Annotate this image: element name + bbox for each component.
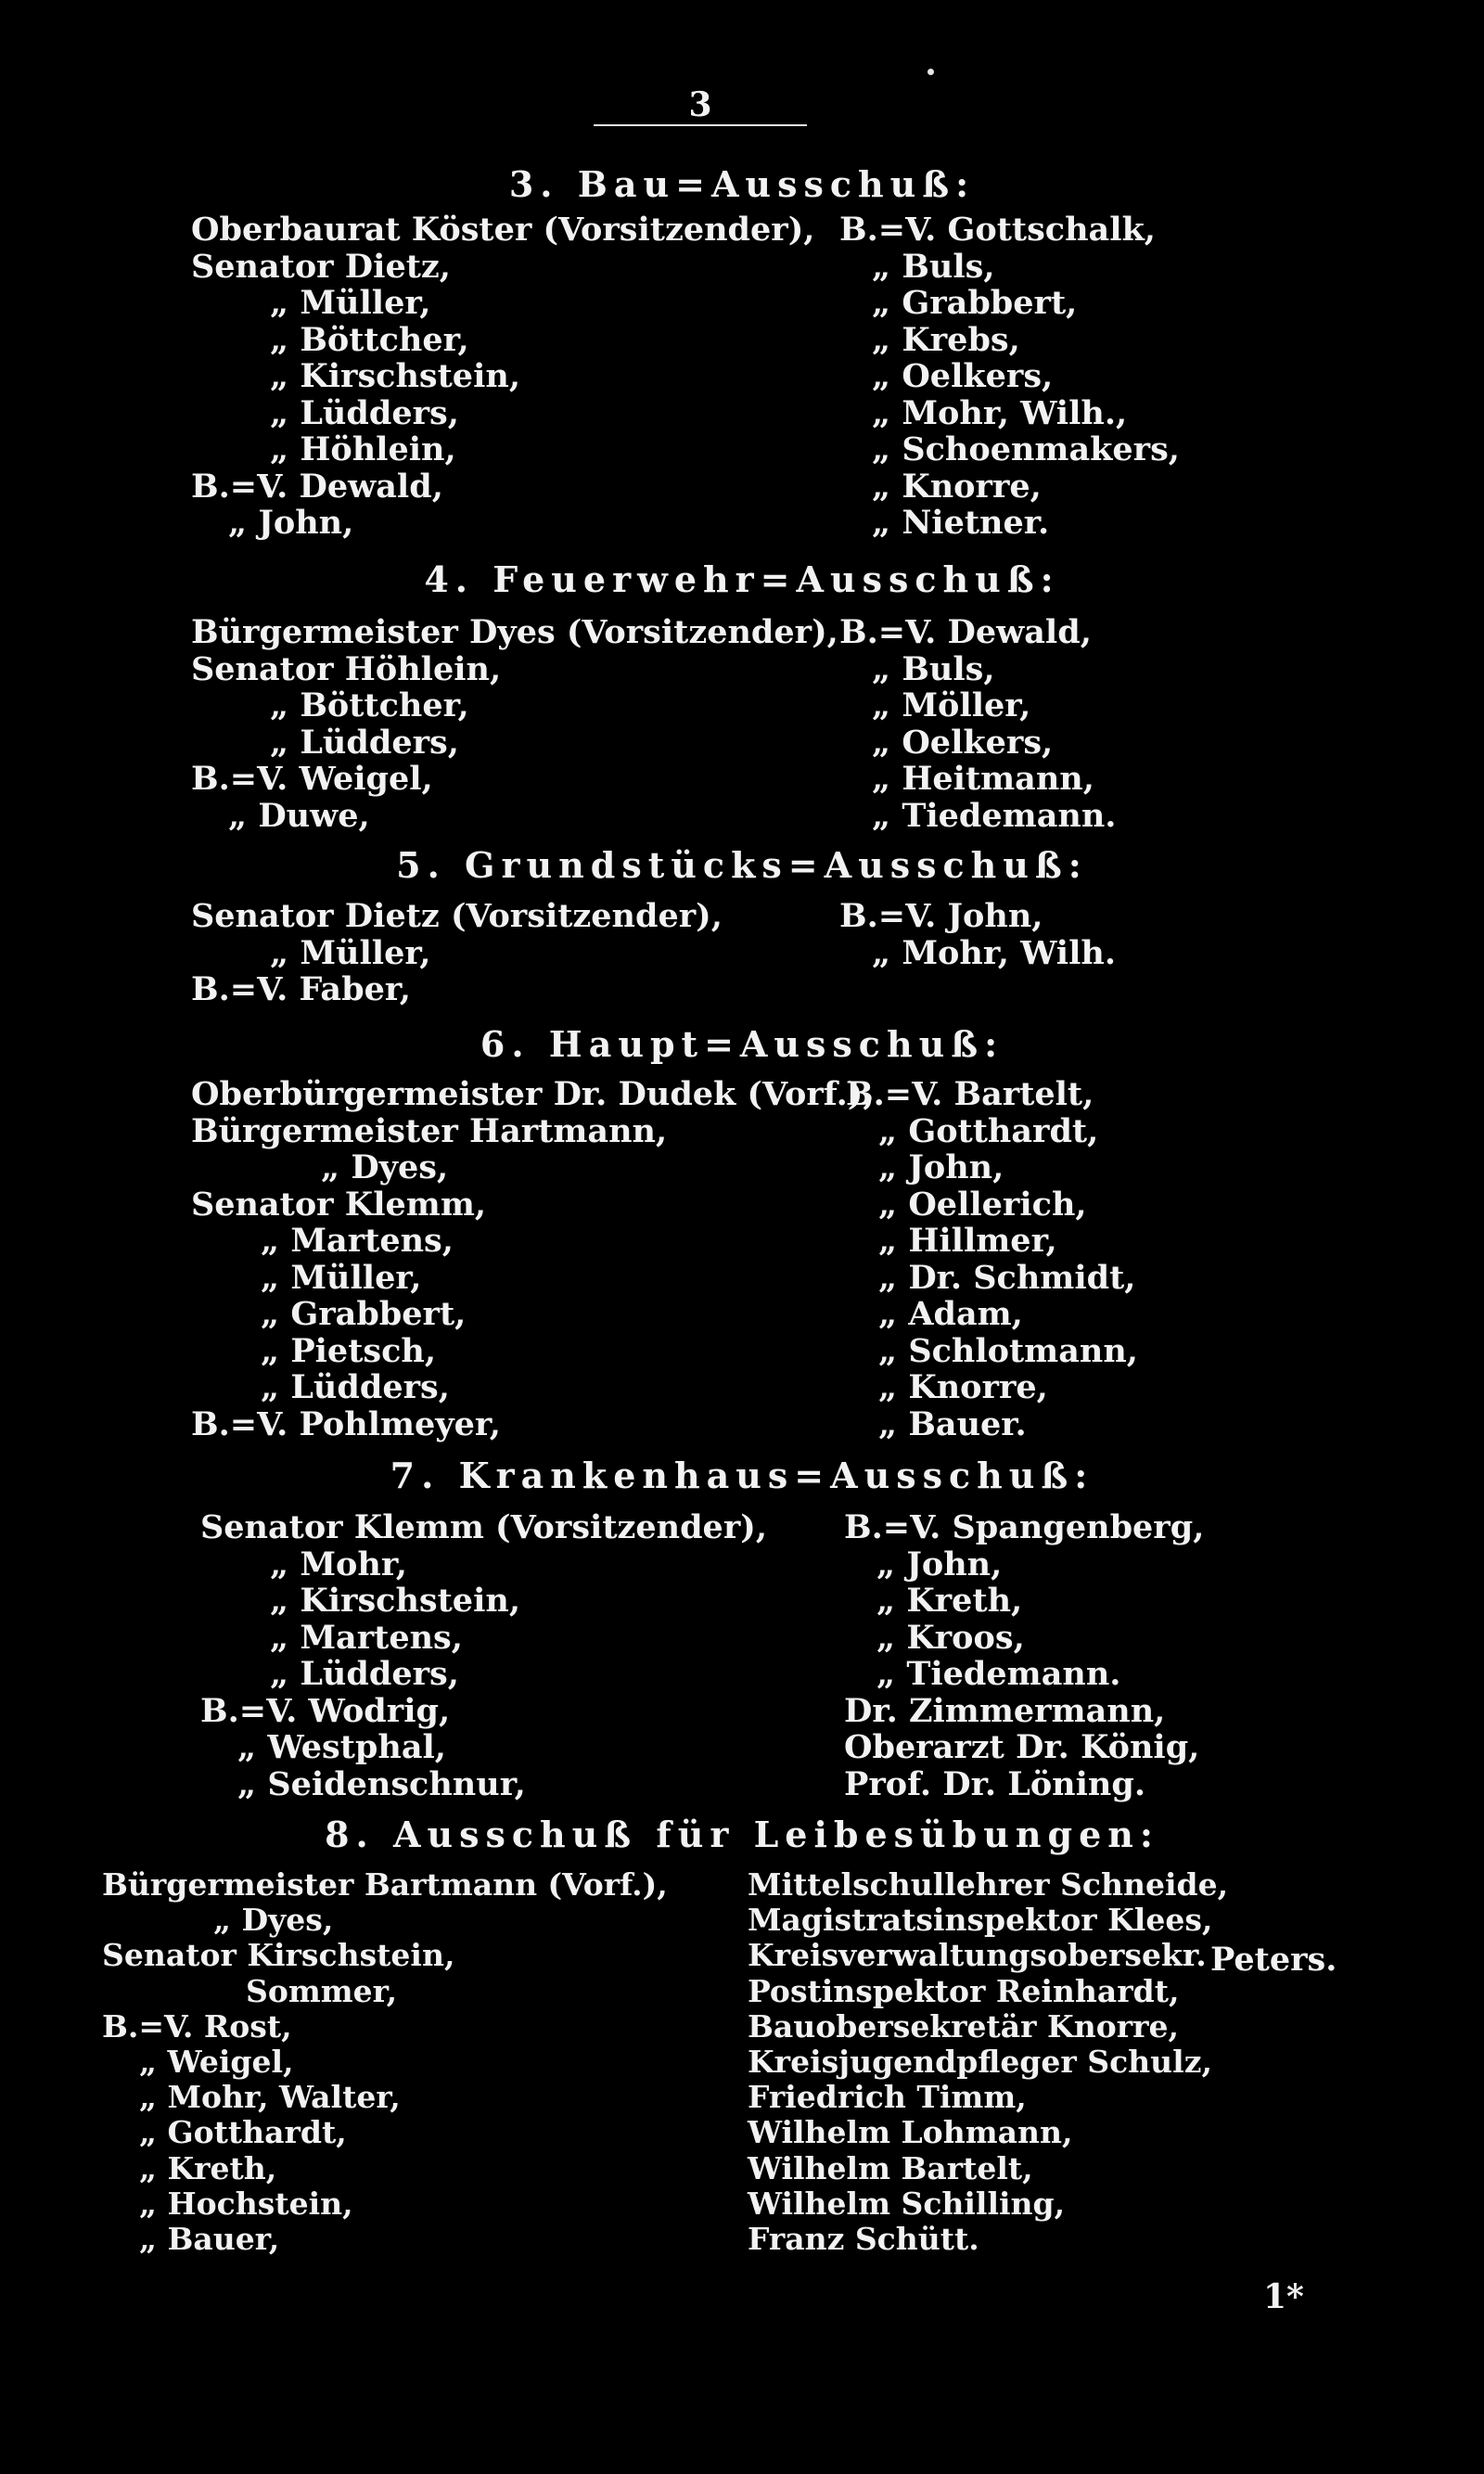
member-line: „ Hillmer,	[878, 1222, 1057, 1260]
member-line: Senator Höhlein,	[191, 649, 502, 688]
member-line: „ Martens,	[261, 1222, 454, 1260]
member-line: B.=V. John,	[839, 897, 1043, 935]
member-line: Bürgermeister Hartmann,	[191, 1111, 668, 1150]
member-line: Oberbaurat Köster (Vorsitzender),	[191, 211, 815, 249]
member-line: Franz Schütt.	[748, 2220, 979, 2257]
member-line: Wilhelm Lohmann,	[748, 2114, 1073, 2151]
member-line: „ Mohr,	[270, 1545, 407, 1583]
member-line: „ Bauer,	[139, 2220, 280, 2257]
section-grundstuecks-right-column	[839, 898, 1116, 971]
member-line: B.=V. Wodrig,	[200, 1691, 451, 1730]
member-line: Wilhelm Schilling,	[748, 2185, 1066, 2222]
member-line: „ John,	[228, 504, 354, 542]
member-line: B.=V. Weigel,	[191, 760, 433, 798]
member-line: „ Schlotmann,	[878, 1331, 1138, 1370]
member-line: Kreisjugendpfleger Schulz,	[748, 2043, 1212, 2080]
member-line: „ Kroos,	[876, 1618, 1025, 1657]
section-heading-feuerwehr: 4. Feuerwehr=Ausschuß:	[424, 558, 1060, 600]
section-heading-grundstuecks: 5. Grundstücks=Ausschuß:	[396, 844, 1088, 886]
member-line: „ Böttcher,	[270, 320, 469, 359]
section-leibesuebungen-right-column	[748, 1867, 1228, 2257]
member-line: Kreisverwaltungsobersekr.	[748, 1937, 1207, 1974]
member-line: Bauobersekretär Knorre,	[748, 2007, 1179, 2045]
section-heading-bau: 3. Bau=Ausschuß:	[508, 163, 976, 205]
member-line: „ Duwe,	[228, 796, 370, 835]
member-line: „ Grabbert,	[261, 1295, 467, 1333]
member-line: „ Martens,	[270, 1618, 463, 1657]
member-line: „ Seidenschnur,	[237, 1764, 526, 1803]
section-heading-leibesuebungen: 8. Ausschuß für Leibesübungen:	[325, 1814, 1159, 1855]
member-line: B.=V. Dewald,	[191, 467, 443, 506]
member-line: „ Knorre,	[872, 467, 1042, 506]
member-line: Postinspektor Reinhardt,	[748, 1972, 1180, 2009]
member-line: Senator Kirschstein,	[102, 1937, 455, 1974]
member-line: Magistratsinspektor Klees,	[748, 1902, 1213, 1939]
member-line: „ Buls,	[872, 649, 995, 688]
member-line: „ Kirschstein,	[270, 357, 521, 395]
section-leibesuebungen-left-column	[102, 1867, 668, 2257]
member-line: „ Tiedemann.	[872, 796, 1117, 835]
member-line-continuation: Peters.	[1210, 1941, 1337, 1979]
member-line: Prof. Dr. Löning.	[844, 1764, 1146, 1803]
member-line: „ Pietsch,	[261, 1331, 437, 1370]
member-line: „ John,	[876, 1545, 1003, 1583]
header-rule	[594, 124, 807, 126]
member-line: „ Buls,	[872, 247, 995, 286]
section-grundstuecks-left-column	[191, 898, 723, 1008]
member-line: „ Krebs,	[872, 320, 1020, 359]
member-line: Senator Dietz,	[191, 247, 451, 286]
member-line: „ Höhlein,	[270, 430, 456, 468]
member-line: „ Kirschstein,	[270, 1582, 521, 1620]
section-feuerwehr-left-column	[191, 614, 838, 834]
member-line: „ Lüdders,	[270, 393, 459, 432]
member-line: „ Mohr, Wilh.	[872, 933, 1117, 972]
speck-mark	[928, 69, 934, 75]
member-line: „ Dyes,	[213, 1902, 334, 1939]
member-line: B.=V. Rost,	[102, 2007, 292, 2045]
member-line: „ Kreth,	[139, 2149, 277, 2186]
member-line: „ Grabbert,	[872, 284, 1078, 322]
member-line: „ Knorre,	[878, 1368, 1048, 1406]
member-line: „ Dyes,	[321, 1148, 449, 1186]
member-line: „ Oelkers,	[872, 357, 1054, 395]
member-line: B.=V. Spangenberg,	[844, 1508, 1205, 1546]
section-krankenhaus-left-column	[200, 1509, 767, 1802]
member-line: „ Mohr, Wilh.,	[872, 393, 1128, 432]
member-line: „ Schoenmakers,	[872, 430, 1180, 468]
member-line: Dr. Zimmermann,	[844, 1691, 1166, 1730]
member-line: „ Dr. Schmidt,	[878, 1258, 1136, 1297]
member-line: „ Müller,	[261, 1258, 422, 1297]
member-line: „ Lüdders,	[270, 723, 459, 762]
member-line: Friedrich Timm,	[748, 2079, 1027, 2116]
member-line: Bürgermeister Dyes (Vorsitzender),	[191, 613, 838, 651]
member-line: „ Lüdders,	[261, 1368, 450, 1406]
member-line: Senator Klemm (Vorsitzender),	[200, 1508, 768, 1546]
member-line: Mittelschullehrer Schneide,	[748, 1866, 1229, 1903]
section-feuerwehr-right-column	[839, 614, 1116, 834]
member-line: Oberbürgermeister Dr. Dudek (Vorf.),	[191, 1075, 875, 1113]
section-heading-haupt: 6. Haupt=Ausschuß:	[480, 1023, 1004, 1065]
member-line: Senator Klemm,	[191, 1185, 487, 1224]
section-bau-left-column	[191, 212, 814, 542]
page-number: 3	[688, 85, 712, 124]
footer-mark: 1*	[1263, 2277, 1304, 2316]
member-line: „ Weigel,	[139, 2043, 294, 2080]
member-line: „ Westphal,	[237, 1728, 446, 1766]
member-line: „ Tiedemann.	[876, 1655, 1121, 1693]
member-line: „ Mohr, Walter,	[139, 2079, 401, 2116]
member-line: „ Müller,	[270, 284, 431, 322]
member-line: „ Möller,	[872, 686, 1031, 724]
member-line: B.=V. Faber,	[191, 970, 411, 1008]
member-line: Bürgermeister Bartmann (Vorf.),	[102, 1866, 668, 1903]
section-bau-right-column	[839, 212, 1180, 542]
member-line: „ Kreth,	[876, 1582, 1023, 1620]
member-line: „ Oelkers,	[872, 723, 1054, 762]
member-line: B.=V. Bartelt,	[846, 1075, 1094, 1113]
member-line: „ John,	[878, 1148, 1004, 1186]
member-line: B.=V. Gottschalk,	[839, 211, 1156, 249]
member-line: B.=V. Pohlmeyer,	[191, 1404, 501, 1443]
section-haupt-left-column	[191, 1076, 875, 1442]
member-line: Senator Dietz (Vorsitzender),	[191, 897, 723, 935]
member-line: „ Adam,	[878, 1295, 1023, 1333]
member-line: „ Müller,	[270, 933, 431, 972]
section-heading-krankenhaus: 7. Krankenhaus=Ausschuß:	[390, 1455, 1094, 1496]
member-line: Oberarzt Dr. König,	[844, 1728, 1200, 1766]
member-line: „ Oellerich,	[878, 1185, 1087, 1224]
member-line: „ Bauer.	[878, 1404, 1027, 1443]
member-line: Wilhelm Bartelt,	[748, 2149, 1033, 2186]
member-line: „ Hochstein,	[139, 2185, 353, 2222]
member-line: Sommer,	[246, 1972, 398, 2009]
member-line: „ Nietner.	[872, 504, 1050, 542]
section-krankenhaus-right-column	[844, 1509, 1204, 1802]
member-line: „ Heitmann,	[872, 760, 1094, 798]
member-line: B.=V. Dewald,	[839, 613, 1092, 651]
member-line: „ Gotthardt,	[139, 2114, 347, 2151]
member-line: „ Böttcher,	[270, 686, 469, 724]
section-haupt-right-column	[846, 1076, 1138, 1442]
member-line: „ Gotthardt,	[878, 1111, 1099, 1150]
member-line: „ Lüdders,	[270, 1655, 459, 1693]
